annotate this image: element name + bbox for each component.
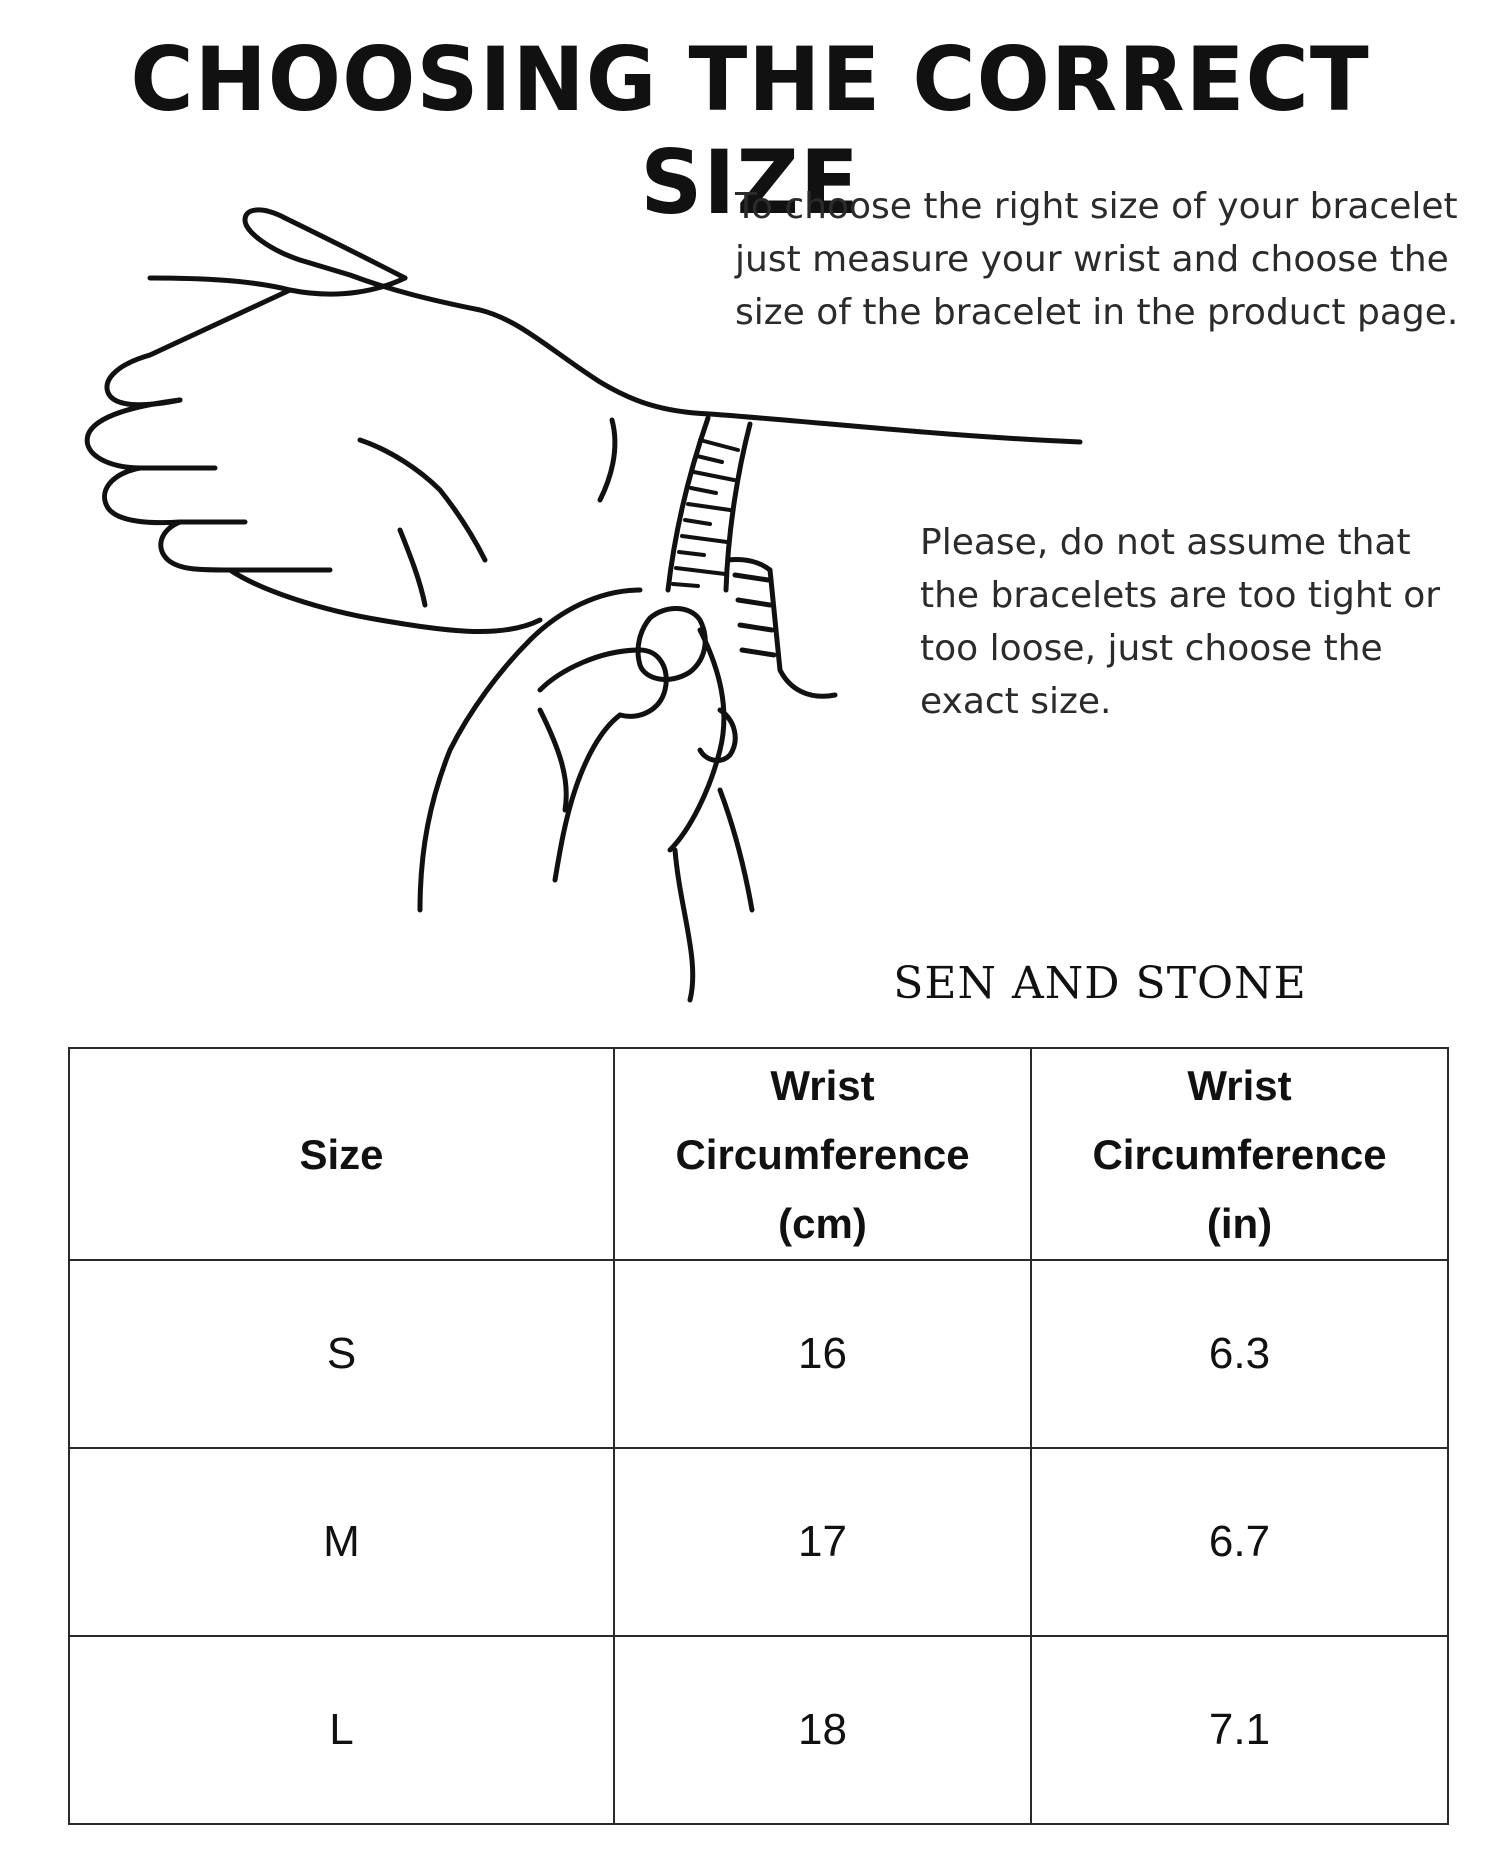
table-row (69, 1636, 1448, 1824)
advice-line: too loose, just choose the (920, 628, 1383, 669)
size-chart-table (68, 1047, 1449, 1825)
header-wrist-in: Wrist Circumference (in) (1031, 1048, 1448, 1260)
advice-line: Please, do not assume that (920, 522, 1411, 563)
advice-line: exact size. (920, 681, 1112, 722)
size-advice (920, 516, 1440, 728)
size-cell: S (69, 1260, 614, 1448)
table-row (69, 1260, 1448, 1448)
header-wrist-cm: Wrist Circumference (cm) (614, 1048, 1031, 1260)
cm-cell: 18 (614, 1636, 1031, 1824)
brand-name: SEN AND STONE (893, 958, 1307, 1009)
page-title: CHOOSING THE CORRECT SIZE (130, 28, 1370, 234)
in-cell: 7.1 (1031, 1636, 1448, 1824)
table-row (69, 1448, 1448, 1636)
measure-line: To choose the right size of your bracelet (735, 186, 1458, 227)
size-cell: M (69, 1448, 614, 1636)
in-cell: 6.3 (1031, 1260, 1448, 1448)
measure-line: just measure your wrist and choose the (735, 239, 1449, 280)
cm-cell: 16 (614, 1260, 1031, 1448)
measure-line: size of the bracelet in the product page. (735, 292, 1459, 333)
size-cell: L (69, 1636, 614, 1824)
header-size: Size (69, 1048, 614, 1260)
advice-line: the bracelets are too tight or (920, 575, 1441, 616)
in-cell: 6.7 (1031, 1448, 1448, 1636)
table-header-row (69, 1048, 1448, 1260)
cm-cell: 17 (614, 1448, 1031, 1636)
measure-instructions (735, 180, 1458, 339)
